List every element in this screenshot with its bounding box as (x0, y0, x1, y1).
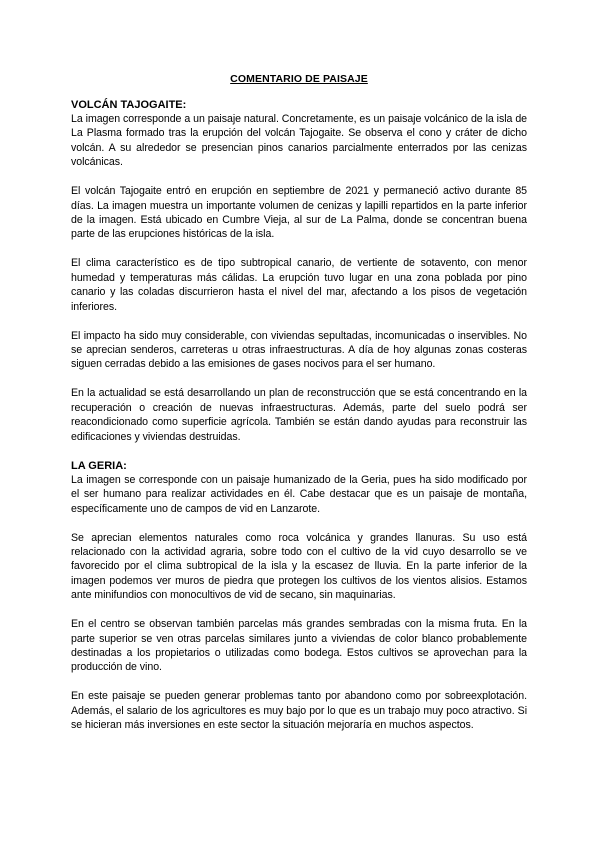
paragraph: La imagen se corresponde con un paisaje humanizado de la Geria, pues ha sido modificado por el ser humano para realizar actividades en él. Cabe destacar que es un paisaje de montaña, específicamente uno de campos de vid en Lanzarote. (71, 473, 527, 515)
section-heading: LA GERIA: (71, 459, 127, 472)
section-heading: VOLCÁN TAJOGAITE: (71, 99, 187, 111)
document-page (71, 72, 527, 747)
section-volcan-tajogaite (71, 98, 527, 444)
paragraph: En la actualidad se está desarrollando un plan de reconstrucción que se está concentrando en la recuperación o creación de nuevas infraestructuras. Además, parte del suelo podrá ser reacondicionado como superficie agrícola. También se están dando ayudas para reconstruir las edificaciones y viviendas destruidas. (71, 387, 527, 443)
paragraph: En este paisaje se pueden generar problemas tanto por abandono como por sobreexplotación. Además, el salario de los agricultores es muy bajo por lo que es un trabajo muy poco atractivo. Si se hicieran más inversiones en este sector la situación mejoraría en muchos aspectos. (71, 690, 527, 732)
paragraph: Se aprecian elementos naturales como roca volcánica y grandes llanuras. Su uso está relacionado con la actividad agraria, sobre todo con el cultivo de la vid cuyo desarrollo se ve favorecido por el clima subtropical de la isla y la escasez de lluvia. En la parte inferior de la imagen podemos ver muros de piedra que protegen los cultivos de los vientos alisios. Estamos ante minifundios con monocultivos de vid de secano, sin maquinarias. (71, 531, 527, 602)
paragraph: El impacto ha sido muy considerable, con viviendas sepultadas, incomunicadas o inservibles. No se aprecian senderos, carreteras u otras infraestructuras. A día de hoy algunas zonas costeras siguen cerradas debido a las emisiones de gases nocivos para el ser humano. (71, 329, 527, 371)
paragraph: En el centro se observan también parcelas más grandes sembradas con la misma fruta. En la parte superior se ven otras parcelas similares junto a viviendas de color blanco probablemente destinadas a los propietarios o utilizadas como bodega. Estos cultivos se aprovechan para la producción de vino. (71, 618, 527, 674)
document-title: COMENTARIO DE PAISAJE (230, 73, 368, 85)
paragraph: El volcán Tajogaite entró en erupción en septiembre de 2021 y permaneció activo durante 85 días. La imagen muestra un importante volumen de cenizas y lapilli repartidos en la parte inferior de la imagen. Está ubicado en Cumbre Vieja, al sur de La Palma, donde se concentran buena parte de las erupciones históricas de la isla. (71, 185, 527, 241)
section-la-geria (71, 459, 527, 733)
paragraph: La imagen corresponde a un paisaje natural. Concretamente, es un paisaje volcánico de la isla de La Plasma formado tras la erupción del volcán Tajogaite. Se observa el cono y cráter de dicho volcán. A su alrededor se presencian pinos canarios parcialmente enterrados por las cenizas volcánicas. (71, 113, 527, 169)
paragraph: El clima característico es de tipo subtropical canario, de vertiente de sotavento, con menor humedad y temperaturas más cálidas. La erupción tuvo lugar en una zona poblada por pino canario y las coladas discurrieron hasta el nivel del mar, afectando a los pisos de vegetación inferiores. (71, 257, 527, 313)
